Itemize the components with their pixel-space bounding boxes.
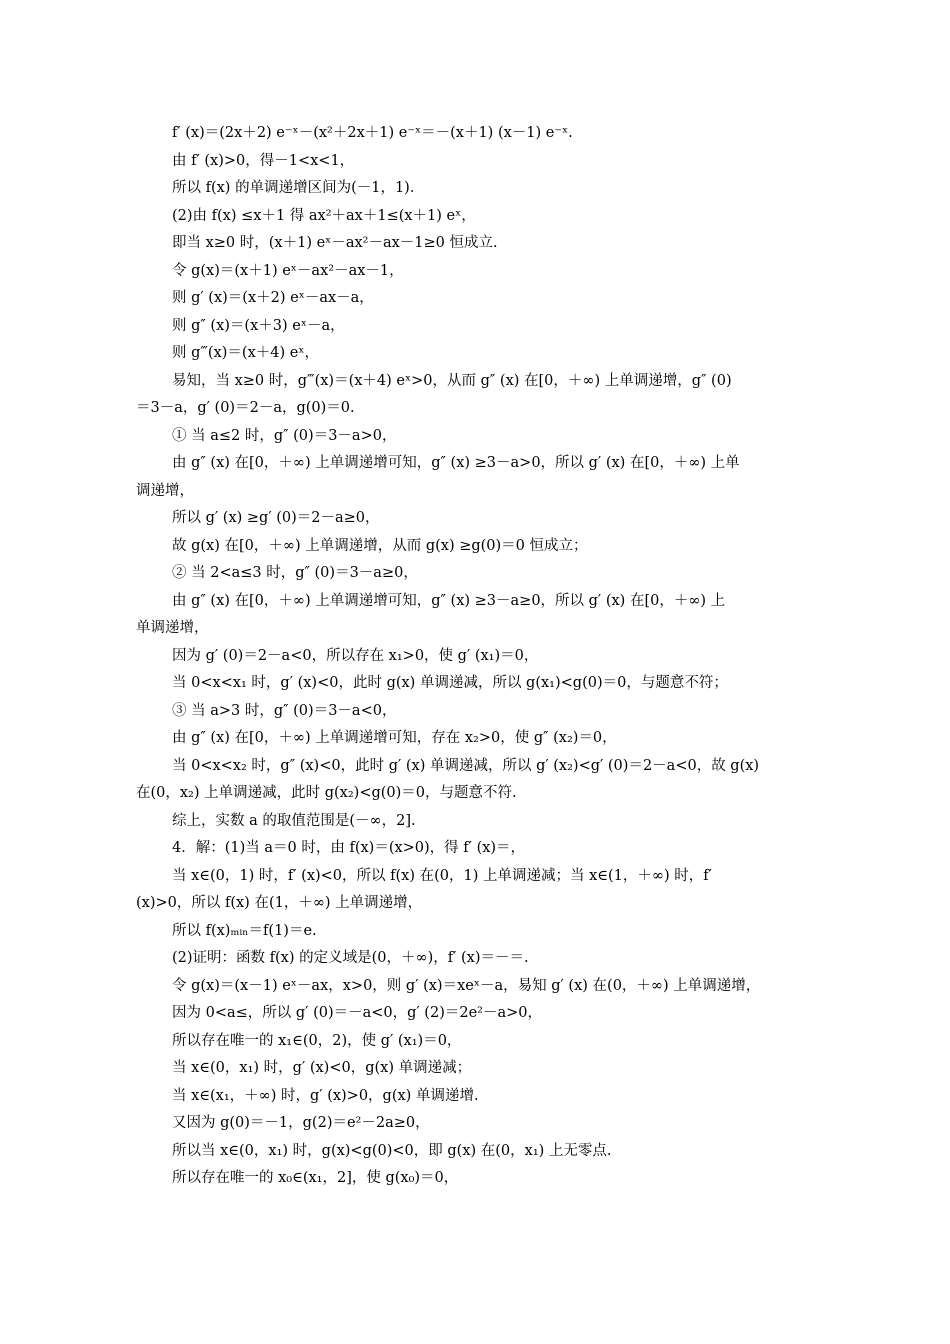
text-line: 因为 0<a≤，所以 g′ (0)＝－a<0，g′ (2)＝2e²－a>0， (172, 1005, 542, 1021)
text-line: 易知，当 x≥0 时，g‴(x)＝(x＋4) eˣ>0，从而 g″ (x) 在[0，＋∞) 上单调递增，g″ (0) (172, 372, 732, 389)
text-line: ① 当 a≤2 时，g″ (0)＝3－a>0， (172, 427, 397, 444)
text-line: 综上，实数 a 的取值范围是(－∞，2]. (172, 812, 416, 829)
text-line: ③ 当 a>3 时，g″ (0)＝3－a<0， (172, 702, 397, 719)
text-line: 当 x∈(x₁，＋∞) 时，g′ (x)>0，g(x) 单调递增. (172, 1087, 479, 1104)
text-line: 在(0，x₂) 上单调递减，此时 g(x₂)<g(0)＝0，与题意不符. (136, 785, 517, 801)
text-line: 由 g″ (x) 在[0，＋∞) 上单调递增可知，g″ (x) ≥3－a≥0，所以 g′ (x) 在[0，＋∞) 上 (172, 592, 726, 609)
text-line: 则 g″ (x)＝(x＋3) eˣ－a， (172, 317, 345, 334)
text-line: 所以 f(x)ₘᵢₙ＝f(1)＝e. (172, 922, 317, 939)
text-line: 所以存在唯一的 x₁∈(0，2)，使 g′ (x₁)＝0， (172, 1032, 462, 1049)
text-line: 当 x∈(0，1) 时，f′ (x)<0，所以 f(x) 在(0，1) 上单调递减；当 x∈(1，＋∞) 时，f′ (172, 867, 712, 884)
text-line: 当 x∈(0，x₁) 时，g′ (x)<0，g(x) 单调递减； (172, 1060, 472, 1076)
text-line: (x)>0，所以 f(x) 在(1，＋∞) 上单调递增， (136, 895, 423, 911)
text-line: (2)由 f(x) ≤x＋1 得 ax²＋ax＋1≤(x＋1) eˣ， (172, 207, 476, 224)
text-line: 由 f′ (x)>0，得－1<x<1， (172, 152, 355, 169)
text-line: 由 g″ (x) 在[0，＋∞) 上单调递增可知，g″ (x) ≥3－a>0，所以 g′ (x) 在[0，＋∞) 上单 (172, 455, 740, 471)
text-line: 当 0<x<x₁ 时，g′ (x)<0，此时 g(x) 单调递减，所以 g(x₁)<g(0)＝0，与题意不符； (172, 675, 728, 691)
text-line: 所以当 x∈(0，x₁) 时，g(x)<g(0)<0，即 g(x) 在(0，x₁) 上无零点. (172, 1142, 612, 1159)
text-line: 令 g(x)＝(x＋1) eˣ－ax²－ax－1， (172, 262, 404, 279)
text-line: 调递增， (136, 482, 194, 499)
text-line: (2)证明：函数 f(x) 的定义域是(0，＋∞)，f′ (x)＝－＝. (172, 950, 529, 966)
text-line: 当 0<x<x₂ 时，g″ (x)<0，此时 g′ (x) 单调递减，所以 g′ (x₂)<g′ (0)＝2－a<0，故 g(x) (172, 757, 760, 774)
solution-text (136, 120, 824, 1193)
text-line: ＝3－a，g′ (0)＝2－a，g(0)＝0. (136, 400, 355, 416)
text-line: 又因为 g(0)＝－1，g(2)＝e²－2a≥0， (172, 1115, 430, 1131)
text-line: 因为 g′ (0)＝2－a<0，所以存在 x₁>0，使 g′ (x₁)＝0， (172, 647, 539, 664)
text-line: f′ (x)＝(2x＋2) e⁻ˣ－(x²＋2x＋1) e⁻ˣ＝－(x＋1) (x－1) e⁻ˣ. (172, 125, 573, 141)
text-line: 由 g″ (x) 在[0，＋∞) 上单调递增可知，存在 x₂>0，使 g″ (x₂)＝0， (172, 730, 617, 746)
text-line: 故 g(x) 在[0，＋∞) 上单调递增，从而 g(x) ≥g(0)＝0 恒成立； (172, 537, 588, 554)
text-line: ② 当 2<a≤3 时，g″ (0)＝3－a≥0， (172, 565, 418, 581)
text-line: 则 g‴(x)＝(x＋4) eˣ， (172, 345, 319, 361)
text-line: 所以 g′ (x) ≥g′ (0)＝2－a≥0， (172, 510, 380, 526)
text-line: 单调递增， (136, 620, 209, 636)
text-line: 则 g′ (x)＝(x＋2) eˣ－ax－a， (172, 290, 374, 306)
text-line: 即当 x≥0 时，(x＋1) eˣ－ax²－ax－1≥0 恒成立. (172, 235, 498, 251)
text-line: 4．解：(1)当 a＝0 时，由 f(x)＝(x>0)，得 f′ (x)＝， (172, 840, 526, 856)
text-line: 所以存在唯一的 x₀∈(x₁，2]，使 g(x₀)＝0， (172, 1170, 459, 1186)
text-line: 所以 f(x) 的单调递增区间为(－1，1)． (172, 180, 425, 196)
text-line: 令 g(x)＝(x－1) eˣ－ax，x>0，则 g′ (x)＝xeˣ－a，易知 g′ (x) 在(0，＋∞) 上单调递增， (172, 977, 761, 994)
